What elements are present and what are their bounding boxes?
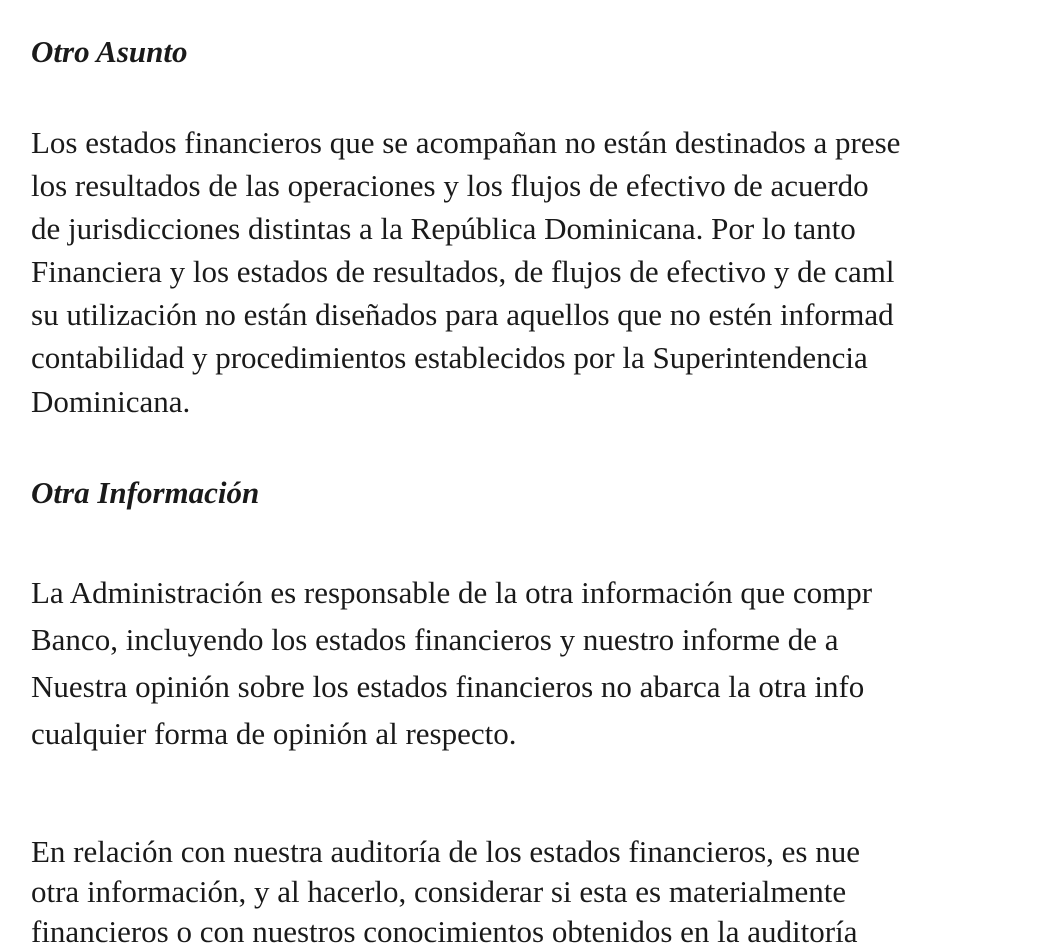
paragraph-line: de jurisdicciones distintas a la República Dominicana. Por lo tanto — [31, 211, 856, 246]
paragraph-line: En relación con nuestra auditoría de los estados financieros, es nue — [31, 834, 860, 869]
paragraph-line: cualquier forma de opinión al respecto. — [31, 716, 517, 751]
paragraph-line: Los estados financieros que se acompañan no están destinados a prese — [31, 125, 901, 160]
paragraph-line: Banco, incluyendo los estados financieros y nuestro informe de a — [31, 622, 839, 657]
paragraph-line: los resultados de las operaciones y los flujos de efectivo de acuerdo — [31, 168, 869, 203]
paragraph-line: financieros o con nuestros conocimientos obtenidos en la auditoría — [31, 914, 858, 949]
paragraph-line: su utilización no están diseñados para aquellos que no estén informad — [31, 297, 894, 332]
section-heading-otra-informacion: Otra Información — [31, 475, 260, 510]
paragraph-line: Nuestra opinión sobre los estados financieros no abarca la otra info — [31, 669, 865, 704]
paragraph-line: La Administración es responsable de la otra información que compr — [31, 575, 873, 610]
paragraph-line: contabilidad y procedimientos establecidos por la Superintendencia — [31, 340, 868, 375]
paragraph-line: Financiera y los estados de resultados, de flujos de efectivo y de caml — [31, 254, 895, 289]
section-heading-otro-asunto: Otro Asunto — [31, 34, 188, 69]
paragraph-line: Dominicana. — [31, 384, 191, 419]
paragraph-line: otra información, y al hacerlo, considerar si esta es materialmente — [31, 874, 847, 909]
